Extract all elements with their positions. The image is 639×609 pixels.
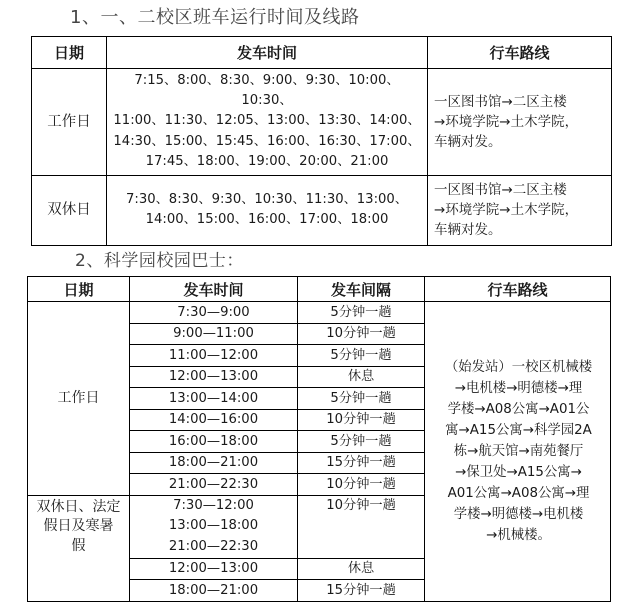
route-line: →电机楼→明德楼→理 bbox=[454, 380, 583, 396]
interval-cell: 10分钟一趟 bbox=[298, 495, 425, 558]
interval-cell: 5分钟一趟 bbox=[298, 345, 425, 367]
time-cell: 16:00—18:00 bbox=[130, 431, 298, 453]
route-line: →环境学院→土木学院， bbox=[434, 202, 579, 219]
header-departure-time: 发车时间 bbox=[130, 277, 298, 302]
science-park-bus-table bbox=[27, 276, 611, 602]
time-line: 13:00—18:00 bbox=[168, 518, 259, 533]
route-line: →保卫处→A15公寓→ bbox=[455, 464, 582, 480]
holiday-cell bbox=[28, 495, 130, 601]
times-line: 14:30、15:00、15:45、16:00、16:30、17:00、 bbox=[113, 133, 421, 149]
route-line: 栋→航天馆→南苑餐厅 bbox=[453, 443, 584, 459]
interval-cell: 10分钟一趟 bbox=[298, 323, 425, 345]
interval-cell: 5分钟一趟 bbox=[298, 302, 425, 324]
table-header-row bbox=[32, 37, 612, 69]
route-cell bbox=[428, 69, 612, 176]
times-line: 7:15、8:00、8:30、9:00、9:30、10:00、10:30、 bbox=[134, 73, 400, 109]
time-cell: 21:00—22:30 bbox=[130, 474, 298, 496]
table-row bbox=[32, 69, 612, 176]
times-line: 14:00、15:00、16:00、17:00、18:00 bbox=[145, 211, 389, 227]
times-cell bbox=[107, 176, 428, 246]
interval-cell: 5分钟一趟 bbox=[298, 431, 425, 453]
time-cell: 14:00—16:00 bbox=[130, 409, 298, 431]
route-line: 寓→A15公寓→科学园2A bbox=[445, 422, 592, 438]
table-row bbox=[28, 302, 611, 324]
time-cell: 18:00—21:00 bbox=[130, 452, 298, 474]
weekday-cell: 工作日 bbox=[28, 302, 130, 496]
time-cell: 12:00—13:00 bbox=[130, 558, 298, 580]
route-line: →环境学院→土木学院， bbox=[434, 113, 579, 130]
header-departure-time: 发车时间 bbox=[107, 37, 428, 69]
route-line: 车辆对发。 bbox=[434, 134, 502, 151]
table-header-row bbox=[28, 277, 611, 302]
holiday-label-line: 双休日、法定 bbox=[36, 498, 121, 515]
header-interval: 发车间隔 bbox=[298, 277, 425, 302]
day-cell: 工作日 bbox=[32, 69, 107, 176]
interval-cell: 5分钟一趟 bbox=[298, 388, 425, 410]
route-line: 一区图书馆→二区主楼 bbox=[434, 182, 567, 199]
interval-cell: 休息 bbox=[298, 366, 425, 388]
times-cell bbox=[107, 69, 428, 176]
interval-cell: 10分钟一趟 bbox=[298, 474, 425, 496]
section-heading-1: 1、一、二校区班车运行时间及线路 bbox=[70, 7, 360, 28]
time-cell bbox=[130, 495, 298, 558]
day-cell: 双休日 bbox=[32, 176, 107, 246]
time-line: 7:30—12:00 bbox=[173, 497, 254, 513]
header-route: 行车路线 bbox=[425, 277, 611, 302]
times-line: 11:00、11:30、12:05、13:00、13:30、14:00、 bbox=[113, 113, 421, 129]
route-line: 学楼→A08公寓→A01公 bbox=[447, 401, 590, 417]
header-route: 行车路线 bbox=[428, 37, 612, 69]
route-cell bbox=[428, 176, 612, 246]
interval-cell: 10分钟一趟 bbox=[298, 409, 425, 431]
route-line: A01公寓→A08公寓→理 bbox=[447, 485, 590, 501]
route-line: →机械楼。 bbox=[486, 527, 551, 543]
route-line: 一区图书馆→二区主楼 bbox=[434, 93, 567, 110]
header-date: 日期 bbox=[32, 37, 107, 69]
table-row bbox=[32, 176, 612, 246]
holiday-label-line: 假日及寒暑 bbox=[43, 518, 114, 534]
header-date: 日期 bbox=[28, 277, 130, 302]
time-cell: 13:00—14:00 bbox=[130, 388, 298, 410]
route-cell bbox=[425, 302, 611, 602]
route-line: （始发站）一校区机械楼 bbox=[444, 359, 593, 375]
time-cell: 12:00—13:00 bbox=[130, 366, 298, 388]
section-heading-2: 2、科学园校园巴士： bbox=[75, 251, 244, 271]
time-line: 21:00—22:30 bbox=[168, 538, 259, 554]
time-cell: 11:00—12:00 bbox=[130, 345, 298, 367]
times-line: 7:30、8:30、9:30、10:30、11:30、13:00、 bbox=[126, 191, 408, 207]
time-cell: 18:00—21:00 bbox=[130, 580, 298, 602]
campus-shuttle-table bbox=[31, 36, 612, 246]
time-cell: 7:30—9:00 bbox=[130, 302, 298, 324]
time-cell: 9:00—11:00 bbox=[130, 323, 298, 345]
times-line: 17:45、18:00、19:00、20:00、21:00 bbox=[145, 153, 389, 169]
interval-cell: 15分钟一趟 bbox=[298, 580, 425, 602]
interval-cell: 15分钟一趟 bbox=[298, 452, 425, 474]
holiday-label-line: 假 bbox=[71, 537, 86, 554]
route-line: 学楼→明德楼→电机楼 bbox=[453, 506, 584, 522]
route-line: 车辆对发。 bbox=[434, 222, 502, 239]
interval-cell: 休息 bbox=[298, 558, 425, 580]
